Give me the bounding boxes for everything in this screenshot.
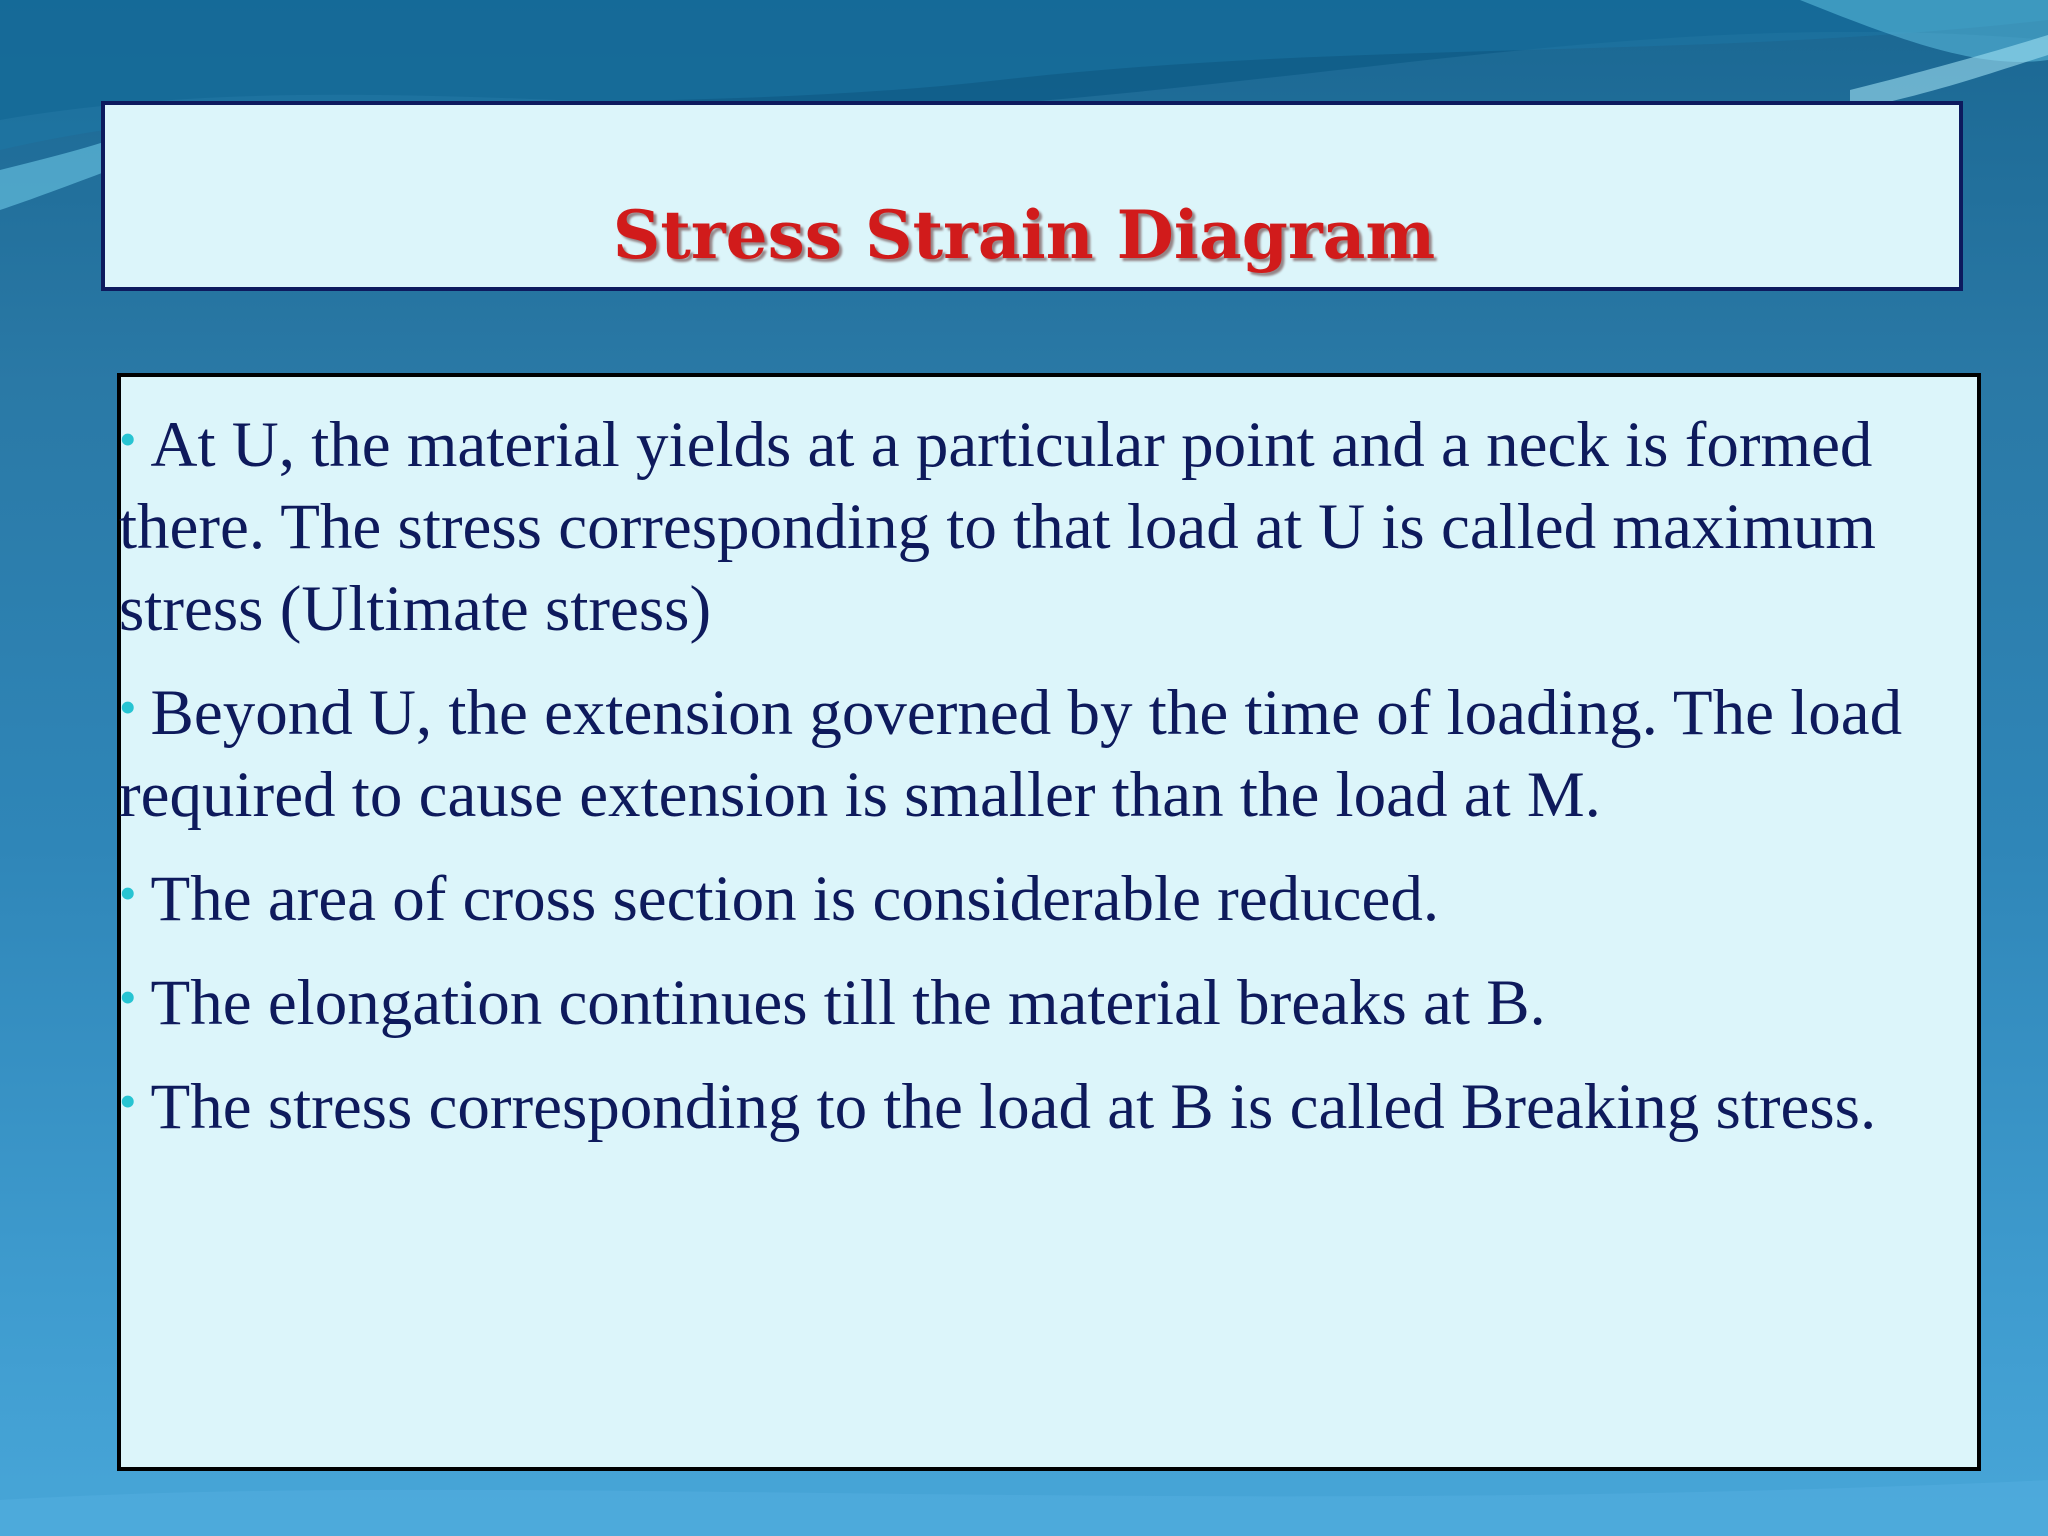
bullet-item [119, 398, 1977, 650]
bullet-text: The area of cross section is considerable reduced. [150, 863, 1440, 935]
bullet-icon: • [119, 1073, 137, 1129]
bullet-icon: • [119, 969, 137, 1025]
bullet-icon: • [119, 865, 137, 921]
slide-title: Stress Strain Diagram [612, 196, 1436, 274]
bullet-text: The elongation continues till the material breaks at B. [150, 967, 1546, 1039]
bullet-text: Beyond U, the extension governed by the time of loading. The load required to cause extension is smaller than the load at M. [119, 677, 1903, 831]
bullet-icon: • [119, 679, 137, 735]
bullet-icon: • [119, 411, 137, 467]
bullet-item [119, 666, 1977, 836]
bullet-item [119, 956, 1977, 1044]
bullet-list [119, 398, 1977, 1164]
bullet-item [119, 1060, 1977, 1148]
bullet-text: At U, the material yields at a particular point and a neck is formed there. The stress corresponding to that load at U is called maximum stress (Ultimate stress) [119, 409, 1876, 645]
bullet-text: The stress corresponding to the load at B is called Breaking stress. [150, 1071, 1877, 1143]
bullet-item [119, 852, 1977, 940]
